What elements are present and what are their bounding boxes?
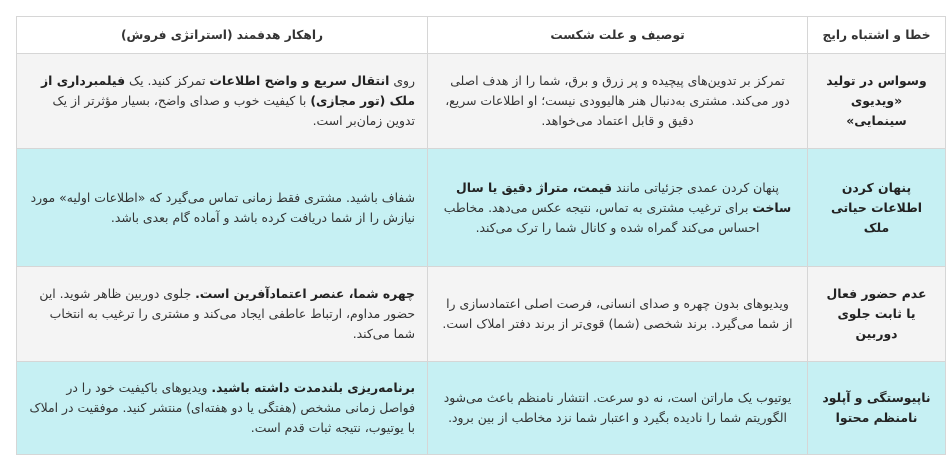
strategy-cell [17, 362, 428, 455]
strategy-cell [17, 54, 428, 149]
description-cell: تمرکز بر تدوین‌های پیچیده و پر زرق و برق، شما را از هدف اصلی دور می‌کند. مشتری به‌دنبال هنر هالیوودی نیست؛ او اطلاعات سریع، دقیق و قابل اعتماد می‌خواهد. [428, 54, 808, 149]
text-segment: پنهان کردن عمدی جزئیاتی مانند [612, 179, 779, 195]
text-segment: تمرکز کنید. یک [125, 73, 210, 88]
comparison-table-wrapper [16, 16, 945, 455]
text-segment: با کیفیت خوب و صدای واضح، بسیار مؤثرتر از یک تدوین زمان‌بر است. [52, 93, 415, 128]
description-cell: ویدیوهای بدون چهره و صدای انسانی، فرصت اصلی اعتمادسازی را از شما می‌گیرد. برند شخصی (شما) قوی‌تر از برند دفتر املاک است. [428, 267, 808, 362]
table-row [17, 54, 946, 149]
strategy-cell [17, 267, 428, 362]
mistake-cell: ناپیوستگی و آپلود نامنظم محتوا [808, 362, 946, 455]
table-row [17, 149, 946, 267]
header-strategy: راهکار هدفمند (استراتژی فروش) [17, 17, 428, 54]
header-mistake: خطا و اشتباه رایج [808, 17, 946, 54]
mistake-cell: وسواس در تولید «ویدیوی سینمایی» [808, 54, 946, 149]
description-cell [428, 149, 808, 267]
table-row [17, 267, 946, 362]
text-segment: جلوی دوربین ظاهر شوید. این حضور مداوم، ارتباط عاطفی ایجاد می‌کند و مشتری را ترغیب به انتخاب شما می‌کند. [39, 286, 415, 341]
mistake-cell: پنهان کردن اطلاعات حیاتی ملک [808, 149, 946, 267]
mistakes-table [16, 16, 946, 455]
header-description: توصیف و علت شکست [428, 17, 808, 54]
mistake-cell: عدم حضور فعال یا ثابت جلوی دوربین [808, 267, 946, 362]
strategy-cell: شفاف باشید. مشتری فقط زمانی تماس می‌گیرد که «اطلاعات اولیه» مورد نیازش را از شما دریافت کرده باشد و آماده گام بعدی باشد. [17, 149, 428, 267]
table-row [17, 362, 946, 455]
description-cell: یوتیوب یک ماراتن است، نه دو سرعت. انتشار نامنظم باعث می‌شود الگوریتم شما را نادیده بگیرد و اعتبار شما نزد مخاطب از بین برود. [428, 362, 808, 455]
bold-text: قیمت، متراژ دقیق یا سال ساخت [456, 179, 792, 215]
bold-text: چهره شما، عنصر اعتمادآفرین است. [195, 286, 415, 301]
bold-text: برنامه‌ریزی بلندمدت داشته باشید. [211, 380, 415, 395]
bold-text: انتقال سریع و واضح اطلاعات [209, 73, 390, 88]
text-segment: برای ترغیب مشتری به تماس، نتیجه عکس می‌دهد. مخاطب احساس می‌کند گمراه شده و کانال شما را ترک می‌کند. [443, 199, 760, 235]
bold-text: فیلمبرداری از ملک (تور مجازی) [41, 73, 415, 108]
text-segment: روی [389, 73, 415, 88]
table-header-row [17, 17, 946, 54]
text-segment: ویدیوهای باکیفیت خود را در فواصل زمانی مشخص (هفتگی یا دو هفته‌ای) منتشر کنید. موفقیت در املاک با یوتیوب، نتیجه ثبات قدم است. [29, 380, 415, 435]
